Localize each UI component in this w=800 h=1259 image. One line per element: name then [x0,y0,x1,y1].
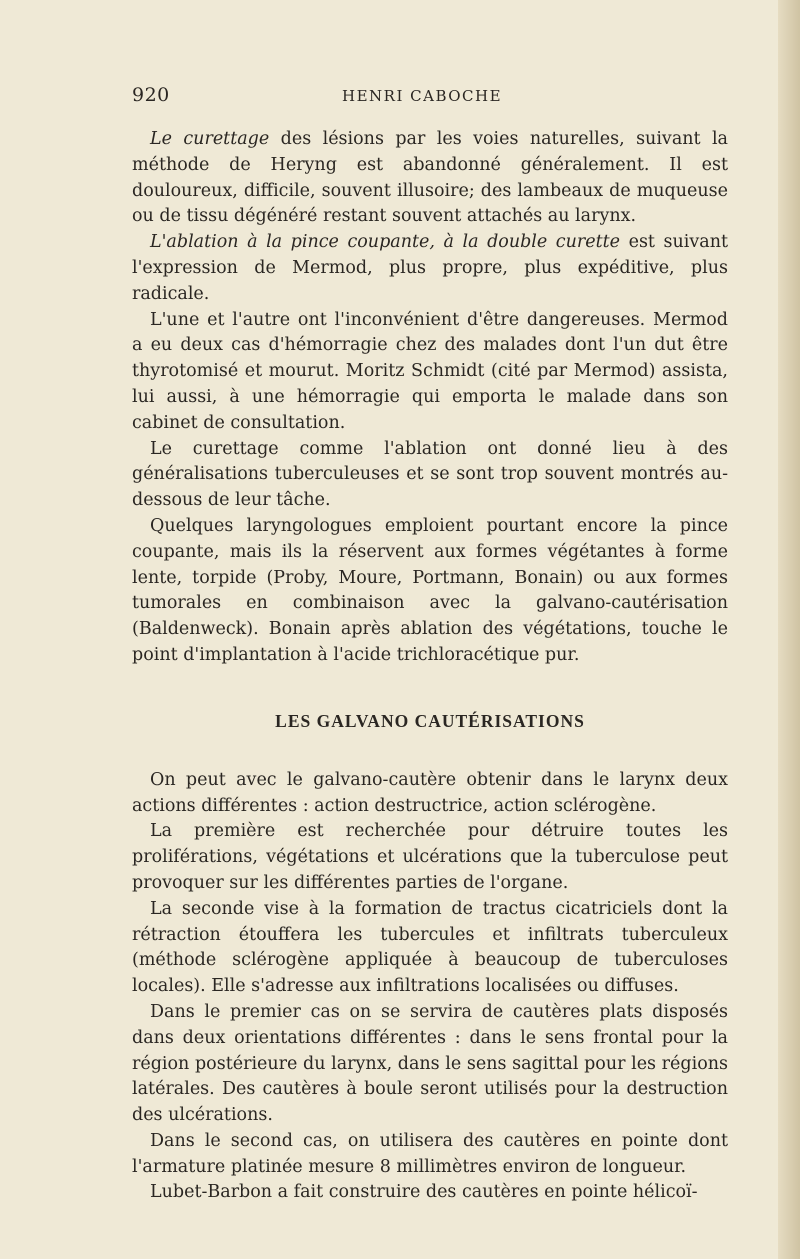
paragraph-text: est suivant l'expression de Mermod, plus propre, plus expéditive, plus radicale. [132,232,728,304]
paragraph: La seconde vise à la formation de tractus cicatriciels dont la rétraction étouffera les tubercules et infiltrats tuberculeux (méthode sclérogène appliquée à beaucoup de tuberculoses locales). Elle s'adresse aux infiltrations localisées ou diffuses. [132,898,728,997]
page-number: 920 [132,84,170,106]
paragraph: On peut avec le galvano-cautère obtenir dans le larynx deux actions différentes : action destructrice, action sclérogène. [132,769,728,816]
paragraph: La première est recherchée pour détruire toutes les proliférations, végétations et ulcérations que la tuberculose peut provoquer sur les différentes parties de l'organe. [132,821,728,893]
page-edge-shadow [778,0,800,1259]
page-header [132,84,728,114]
paragraph: Quelques laryngologues emploient pourtant encore la pince coupante, mais ils la réservent aux formes végétantes à forme lente, torpide (Proby, Moure, Portmann, Bonain) ou aux formes tumorales en combinaison avec la galvano-cautérisation (Baldenweck). Bonain après ablation des végétations, touche le point d'implantation à l'acide trichloracétique pur. [132,515,728,665]
paragraph [132,230,728,307]
paragraph: Dans le premier cas on se servira de cautères plats disposés dans deux orientations différentes : dans le sens frontal pour la région postérieure du larynx, dans le sens sagittal pour les régions latérales. Des cautères à boule seront utilisés pour la destruction des ulcérations. [132,1001,728,1126]
paragraph: Lubet-Barbon a fait construire des cautères en pointe hélicoï- [150,1182,698,1203]
paragraph [132,127,728,230]
paragraph: Le curettage comme l'ablation ont donné lieu à des généralisations tuberculeuses et se sont trop souvent montrés au-dessous de leur tâche. [132,438,728,511]
italic-lead: L'ablation à la pince coupante, à la double curette [150,232,621,253]
paragraph: Dans le second cas, on utilisera des cautères en pointe dont l'armature platinée mesure 8 millimètres environ de longueur. [132,1130,728,1177]
running-title: HENRI CABOCHE [342,87,503,105]
paragraph: L'une et l'autre ont l'inconvénient d'être dangereuses. Mermod a eu deux cas d'hémorragie chez des malades dont l'un dut être thyrotomisé et mourut. Moritz Schmidt (cité par Mermod) assista, lui aussi, à une hémorragie qui emporta le malade dans son cabinet de consultation. [132,309,728,433]
section-heading: LES GALVANO CAUTÉRISATIONS [275,710,585,731]
italic-lead: Le curettage [150,129,270,149]
page-body [132,127,728,1206]
paragraph-text: des lésions par les voies naturelles, suivant la méthode de Heryng est abandonné généralement. Il est douloureux, difficile, souvent illusoire; des lambeaux de muqueuse ou de tissu dégénéré restant souvent attachés au larynx. [132,129,728,227]
